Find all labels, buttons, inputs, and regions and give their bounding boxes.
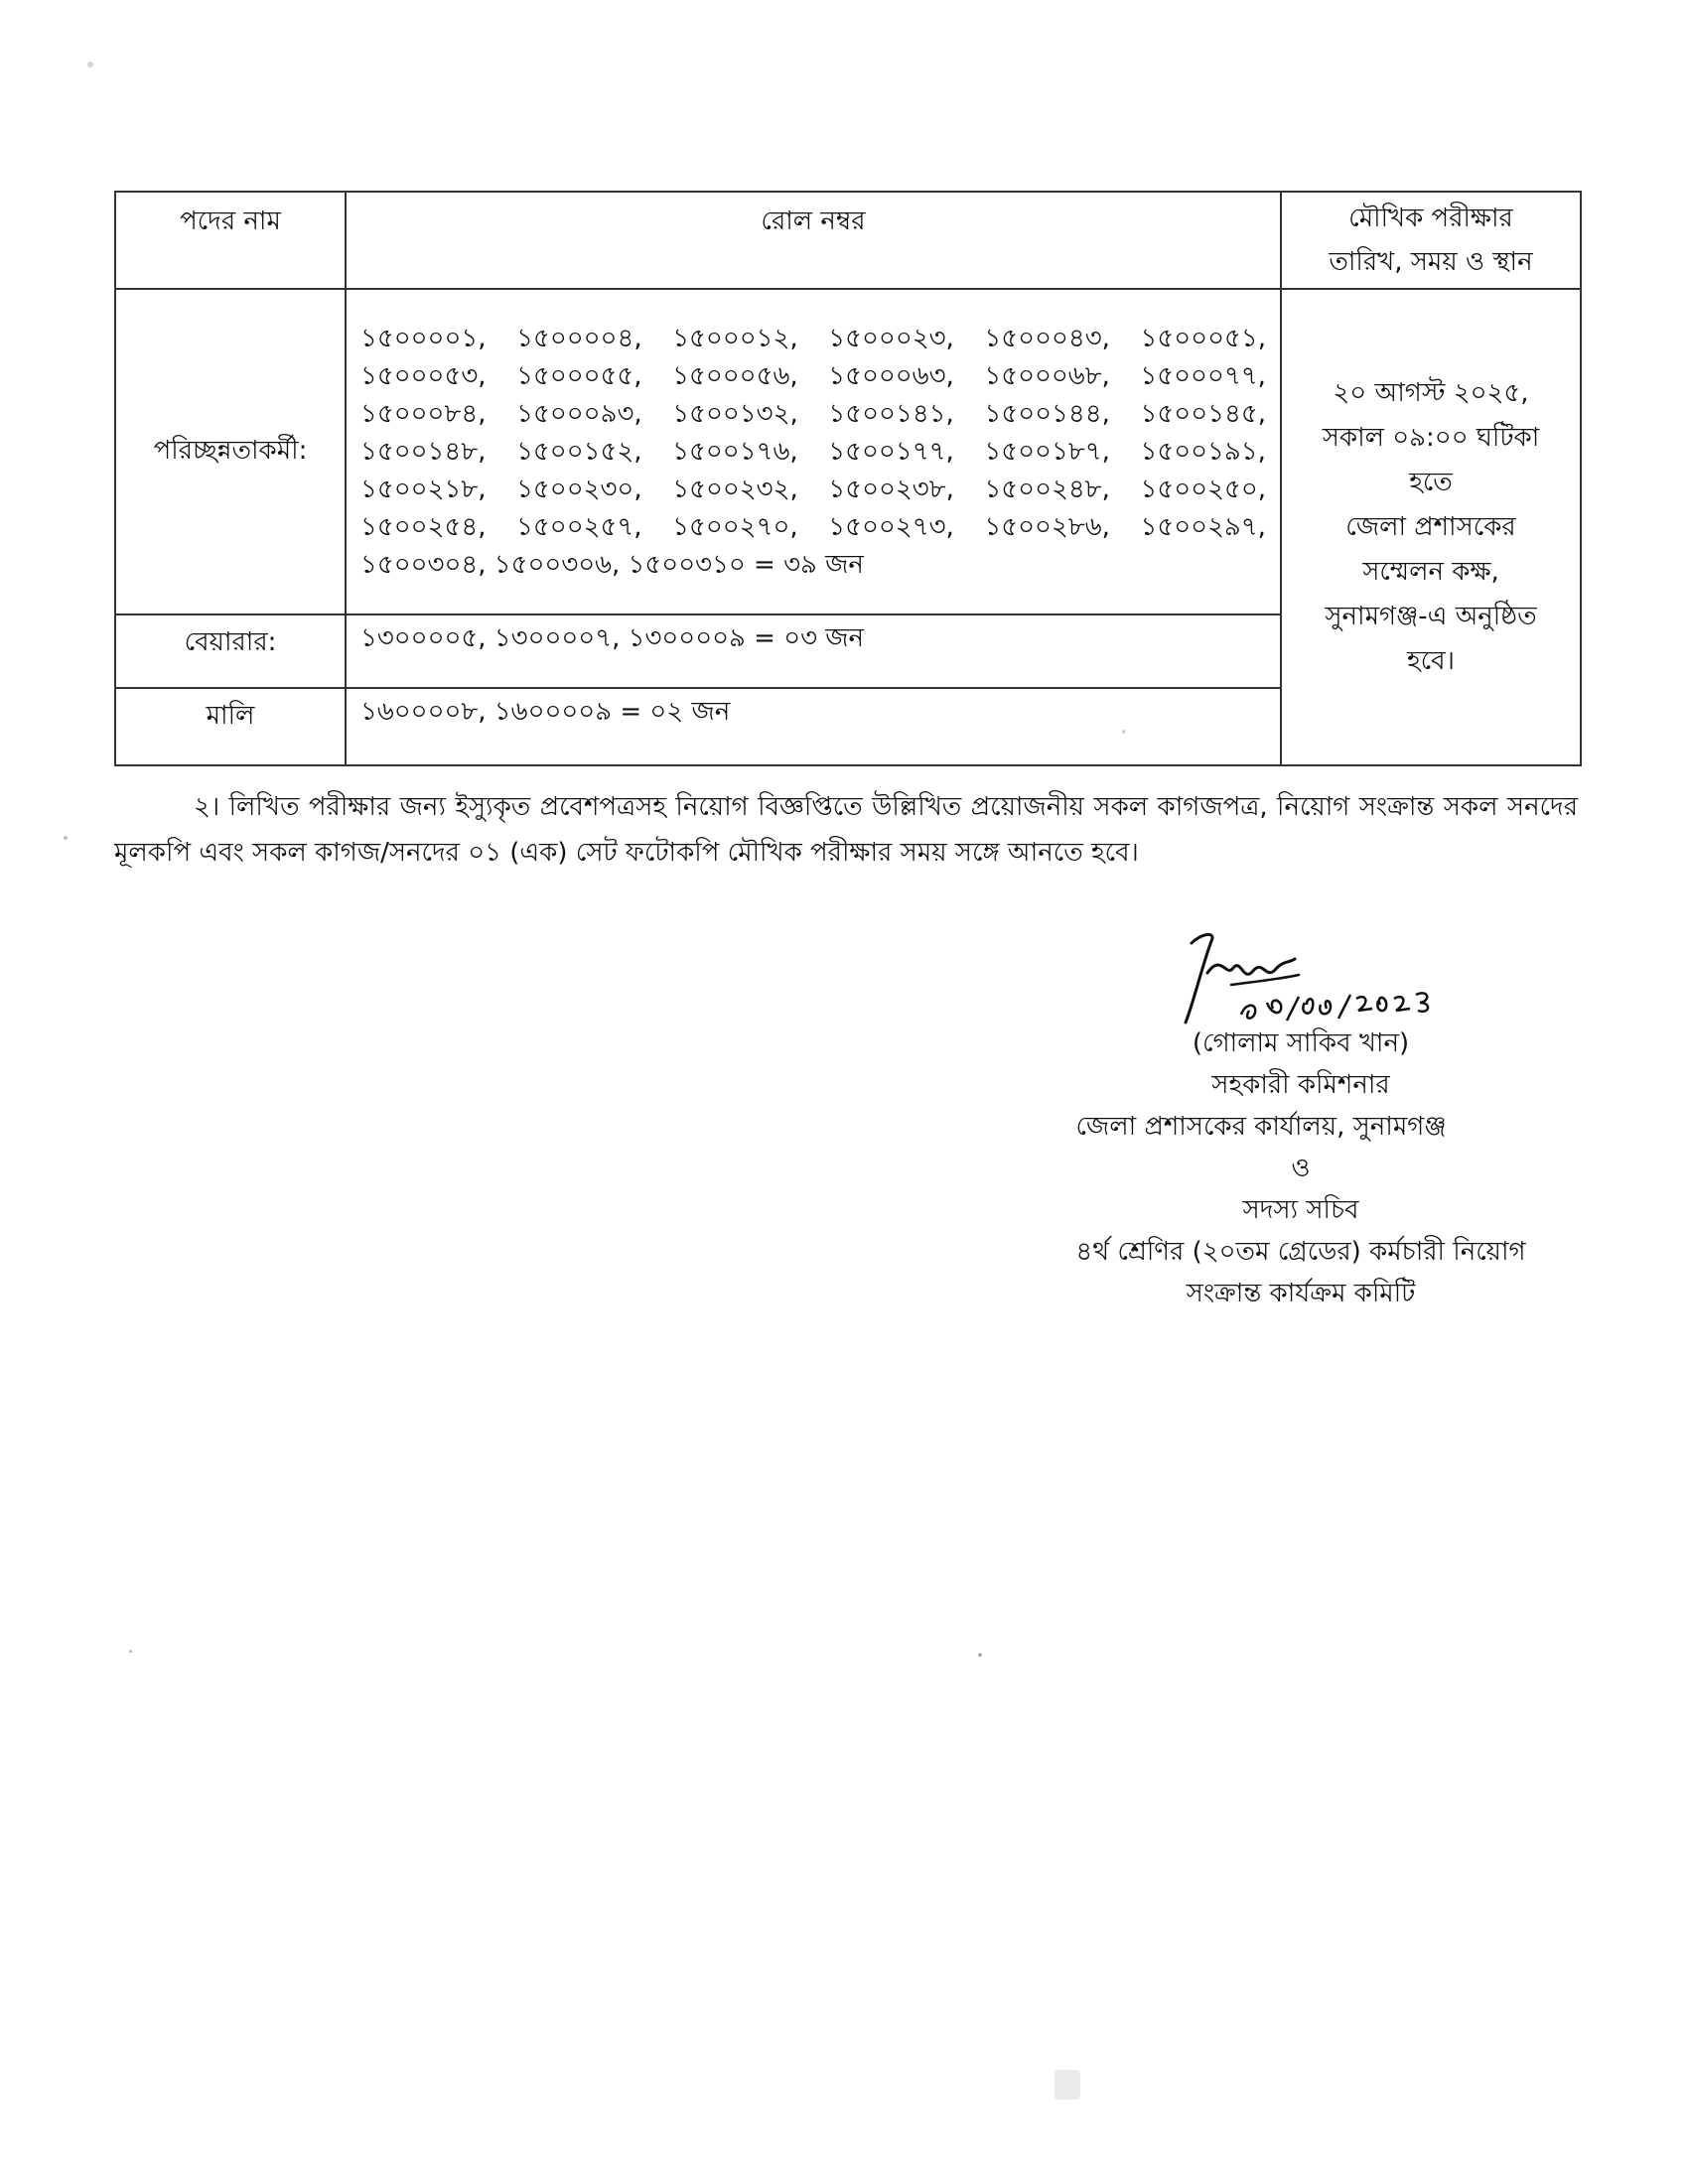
roll-number: ১৫০০০৫৬,: [672, 361, 798, 391]
roll-line: [360, 471, 1266, 508]
scan-speck: [87, 62, 93, 68]
roll-total-line: ১৬০০০০৮, ১৬০০০০৯ = ০২ জন: [360, 697, 731, 727]
roll-number: ১৫০০২৩৮,: [828, 475, 954, 504]
signatory-name: (গোলাম সাকিব খান): [1192, 1028, 1410, 1058]
roll-number: ১৫০০০২৩,: [828, 324, 954, 353]
roll-number: ১৫০০২১৮,: [360, 475, 487, 504]
roll-number: ১৫০০১৪১,: [828, 399, 954, 429]
roll-total-line: ১৫০০৩০৪, ১৫০০৩০৬, ১৫০০৩১০ = ৩৯ জন: [360, 550, 864, 580]
roll-number: ১৫০০২৫৭,: [516, 512, 642, 542]
roll-number: ১৫০০০৭৭,: [1140, 361, 1266, 391]
committee-line1: ৪র্থ শ্রেণির (২০তম গ্রেডের) কর্মচারী নিয়োগ: [1075, 1237, 1526, 1267]
roll-number: ১৫০০০৪৩,: [984, 324, 1110, 353]
roll-number: ১৫০০০৫৩,: [360, 361, 487, 391]
signatory-role: সদস্য সচিব: [1242, 1195, 1359, 1225]
roll-total-line: ১৩০০০০৫, ১৩০০০০৭, ১৩০০০০৯ = ০৩ জন: [360, 623, 865, 653]
roll-number: ১৫০০২৭০,: [672, 512, 798, 542]
roll-number: ১৫০০০৬৮,: [984, 361, 1110, 391]
viva-from: হতে: [1409, 467, 1453, 497]
roll-number: ১৫০০০১২,: [672, 324, 798, 353]
roll-line: [360, 320, 1266, 357]
viva-schedule-table: [114, 191, 1582, 766]
roll-number: ১৫০০১৭৭,: [828, 437, 954, 467]
post-gardener: মালি: [115, 688, 346, 765]
roll-number: ১৫০০২৩২,: [672, 475, 798, 504]
roll-number: ১৫০০০৫১,: [1140, 324, 1266, 353]
roll-number: ১৫০০২৫০,: [1140, 475, 1266, 504]
roll-number: ১৫০০১৮৭,: [984, 437, 1110, 467]
viva-venue-office: জেলা প্রশাসকের: [1345, 511, 1516, 542]
scan-speck: [1122, 730, 1125, 734]
post-cleaner: পরিচ্ছন্নতাকর্মী:: [115, 289, 346, 614]
header-viva-info: [1281, 192, 1581, 289]
roll-number: ১৫০০২৯৭,: [1140, 512, 1266, 542]
roll-number: ১৫০০০৬৩,: [828, 361, 954, 391]
viva-venue-room: সম্মেলন কক্ষ,: [1362, 556, 1499, 587]
table-row: [115, 289, 1581, 614]
roll-number: ১৫০০১৪৮,: [360, 437, 487, 467]
roll-list-bearer: [346, 614, 1281, 688]
roll-number: ১৫০০২৮৬,: [984, 512, 1110, 542]
instruction-paragraph: ২। লিখিত পরীক্ষার জন্য ইস্যুকৃত প্রবেশপত্রসহ নিয়োগ বিজ্ঞপ্তিতে উল্লিখিত প্রয়োজনীয় সকল কাগজপত্র, নিয়োগ সংক্রান্ত সকল সনদের মূলকপি এবং সকল কাগজ/সনদের ০১ (এক) সেট ফটোকপি মৌখিক পরীক্ষার সময় সঙ্গে আনতে হবে।: [114, 792, 1578, 868]
signatory-and: ও: [1291, 1154, 1311, 1183]
roll-number: ১৫০০১৫২,: [516, 437, 642, 467]
roll-number: ১৫০০০৫৫,: [516, 361, 642, 391]
scan-speck: [1055, 2070, 1080, 2100]
committee-line2: সংক্রান্ত কার্যক্রম কমিটি: [1186, 1279, 1416, 1308]
roll-line: [360, 508, 1266, 546]
roll-line: [360, 395, 1266, 433]
roll-number: ১৫০০০৮৪,: [360, 399, 487, 429]
handwritten-signature: [1172, 923, 1470, 1032]
roll-list-cleaner: [346, 289, 1281, 614]
post-bearer: বেয়ারার:: [115, 614, 346, 688]
roll-line: [360, 433, 1266, 471]
table-header-row: [115, 192, 1581, 289]
roll-number: ১৫০০১৪৫,: [1140, 399, 1266, 429]
viva-date: ২০ আগস্ট ২০২৫,: [1333, 377, 1529, 408]
roll-number: ১৫০০০৯৩,: [516, 399, 642, 429]
roll-number: ১৫০০১৩২,: [672, 399, 798, 429]
viva-will-be: হবে।: [1407, 645, 1455, 676]
roll-number: ১৫০০২৪৮,: [984, 475, 1110, 504]
scan-speck: [64, 836, 68, 840]
roll-line: [360, 357, 1266, 395]
roll-number: ১৫০০১৭৬,: [672, 437, 798, 467]
roll-number: ১৫০০২৭৩,: [828, 512, 954, 542]
header-post-name: পদের নাম: [115, 192, 346, 289]
roll-number: ১৫০০১৯১,: [1140, 437, 1266, 467]
viva-schedule-cell: [1281, 289, 1581, 765]
roll-number: ১৫০০০০১,: [360, 324, 487, 353]
signatory-designation: সহকারী কমিশনার: [1211, 1070, 1390, 1100]
header-roll-number: রোল নম্বর: [346, 192, 1281, 289]
roll-number: ১৫০০২৩০,: [516, 475, 642, 504]
roll-number: ১৫০০১৪৪,: [984, 399, 1110, 429]
scan-speck: [129, 1650, 132, 1653]
signatory-office: জেলা প্রশাসকের কার্যালয়, সুনামগঞ্জ: [1075, 1112, 1447, 1142]
scan-speck: [978, 1653, 982, 1657]
signature-block: [993, 1023, 1609, 1314]
header-viva-line1: মৌখিক পরীক্ষার: [1348, 204, 1513, 233]
roll-list-gardener: [346, 688, 1281, 765]
viva-venue-place: সুনামগঞ্জ-এ অনুষ্ঠিত: [1325, 601, 1537, 631]
roll-number: ১৫০০০০৪,: [516, 324, 642, 353]
header-viva-line2: তারিখ, সময় ও স্থান: [1329, 247, 1533, 277]
viva-time: সকাল ০৯:০০ ঘটিকা: [1322, 422, 1540, 453]
roll-number: ১৫০০২৫৪,: [360, 512, 487, 542]
